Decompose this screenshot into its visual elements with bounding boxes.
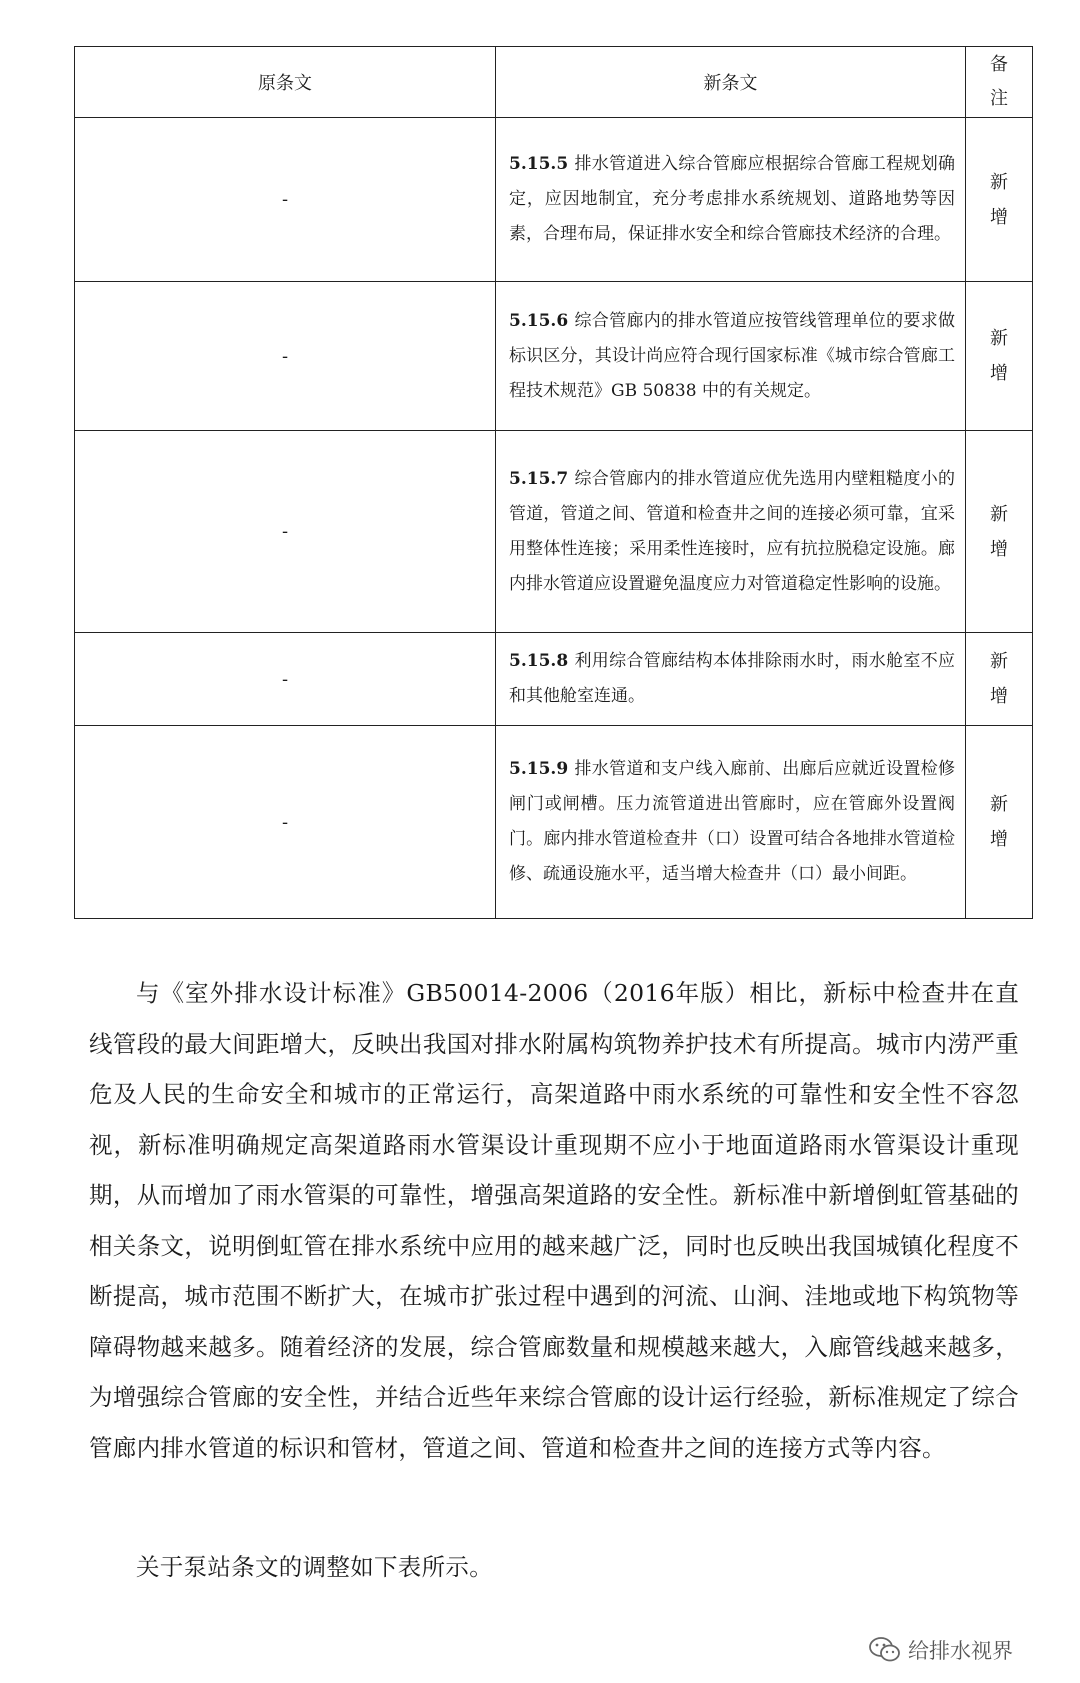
old-clause-cell: - bbox=[75, 633, 496, 726]
clause-number: 5.15.5 bbox=[509, 154, 569, 174]
old-clause-cell: - bbox=[75, 282, 496, 431]
note-text: 新增 bbox=[990, 794, 1008, 850]
old-clause-cell: - bbox=[75, 726, 496, 919]
table-row bbox=[75, 282, 1033, 431]
note-text: 新增 bbox=[990, 171, 1008, 228]
table-header-row bbox=[75, 47, 1033, 118]
note-cell bbox=[966, 118, 1033, 282]
old-clause-cell: - bbox=[75, 118, 496, 282]
comparison-table bbox=[74, 46, 1033, 919]
header-original: 原条文 bbox=[75, 47, 496, 118]
new-clause-cell bbox=[496, 726, 966, 919]
new-clause-cell bbox=[496, 118, 966, 282]
clause-text: 排水管道进入综合管廊应根据综合管廊工程规划确定，应因地制宜，充分考虑排水系统规划、道路地势等因素，合理布局，保证排水安全和综合管廊技术经济的合理。 bbox=[509, 154, 955, 244]
header-new: 新条文 bbox=[496, 47, 966, 118]
table-row bbox=[75, 118, 1033, 282]
body-paragraph-2: 关于泵站条文的调整如下表所示。 bbox=[136, 1553, 493, 1581]
clause-text: 综合管廊内的排水管道应优先选用内壁粗糙度小的管道，管道之间、管道和检查井之间的连接必须可靠，宜采用整体性连接；采用柔性连接时，应有抗拉脱稳定设施。廊内排水管道应设置避免温度应力对管道稳定性影响的设施。 bbox=[509, 468, 955, 594]
clause-number: 5.15.6 bbox=[509, 310, 569, 331]
header-note bbox=[966, 47, 1033, 118]
old-clause-cell: - bbox=[75, 431, 496, 633]
new-clause-cell bbox=[496, 282, 966, 431]
clause-number: 5.15.8 bbox=[509, 651, 569, 671]
table-row bbox=[75, 431, 1033, 633]
watermark-text: 给排水视界 bbox=[908, 1639, 1013, 1663]
clause-number: 5.15.9 bbox=[509, 759, 569, 779]
table-row bbox=[75, 633, 1033, 726]
clause-text: 综合管廊内的排水管道应按管线管理单位的要求做标识区分，其设计尚应符合现行国家标准《城市综合管廊工程技术规范》GB 50838 中的有关规定。 bbox=[509, 310, 955, 401]
clause-text: 利用综合管廊结构本体排除雨水时，雨水舱室不应和其他舱室连通。 bbox=[509, 651, 955, 706]
clause-number: 5.15.7 bbox=[509, 468, 569, 489]
body-paragraph-1: 与《室外排水设计标准》GB50014-2006（2016年版）相比，新标中检查井在直线管段的最大间距增大，反映出我国对排水附属构筑物养护技术有所提高。城市内涝严重危及人民的生命安全和城市的正常运行，高架道路中雨水系统的可靠性和安全性不容忽视，新标准明确规定高架道路雨水管渠设计重现期不应小于地面道路雨水管渠设计重现期，从而增加了雨水管渠的可靠性，增强高架道路的安全性。新标准中新增倒虹管基础的相关条文，说明倒虹管在排水系统中应用的越来越广泛，同时也反映出我国城镇化程度不断提高，城市范围不断扩大，在城市扩张过程中遇到的河流、山涧、洼地或地下构筑物等障碍物越来越多。随着经济的发展，综合管廊数量和规模越来越大，入廊管线越来越多，为增强综合管廊的安全性，并结合近些年来综合管廊的设计运行经验，新标准规定了综合管廊内排水管道的标识和管材，管道之间、管道和检查井之间的连接方式等内容。 bbox=[89, 979, 1019, 1462]
note-text: 新增 bbox=[990, 503, 1008, 560]
new-clause-cell bbox=[496, 633, 966, 726]
watermark bbox=[868, 1635, 1013, 1665]
table-row bbox=[75, 726, 1033, 919]
wechat-icon bbox=[868, 1636, 902, 1664]
new-clause-cell bbox=[496, 431, 966, 633]
clause-text: 排水管道和支户线入廊前、出廊后应就近设置检修闸门或闸槽。压力流管道进出管廊时，应在管廊外设置阀门。廊内排水管道检查井（口）设置可结合各地排水管道检修、疏通设施水平，适当增大检查井（口）最小间距。 bbox=[509, 759, 955, 884]
header-note-text: 备注 bbox=[990, 54, 1008, 109]
note-text: 新增 bbox=[990, 328, 1008, 384]
note-cell bbox=[966, 633, 1033, 726]
note-cell bbox=[966, 726, 1033, 919]
note-cell bbox=[966, 282, 1033, 431]
note-cell bbox=[966, 431, 1033, 633]
note-text: 新增 bbox=[990, 651, 1008, 707]
